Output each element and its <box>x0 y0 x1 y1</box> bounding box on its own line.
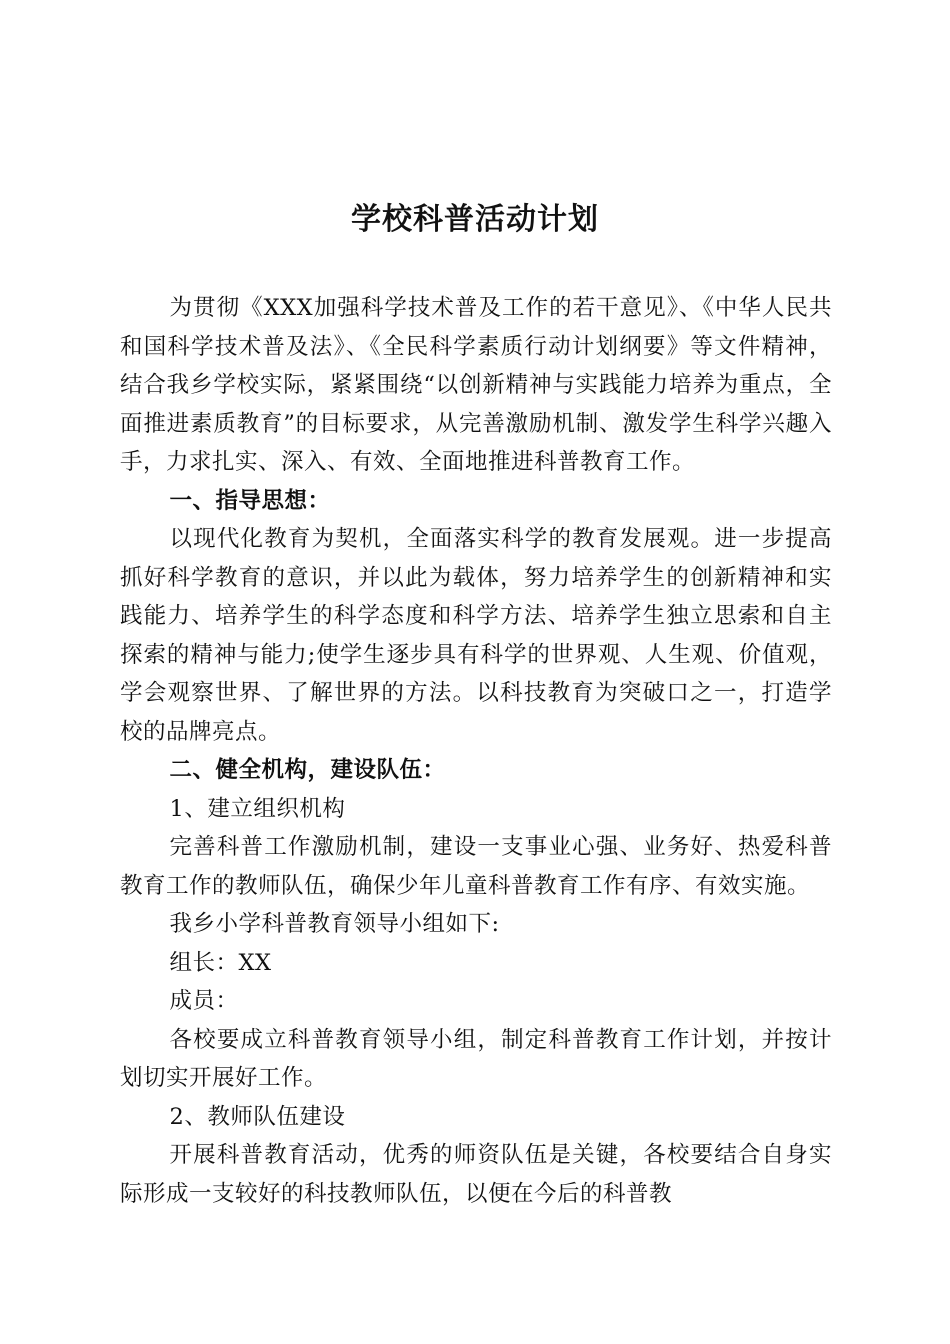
intro-paragraph: 为贯彻《XXX加强科学技术普及工作的若干意见》、《中华人民共和国科学技术普及法》、《全民科学素质行动计划纲要》等文件精神，结合我乡学校实际，紧紧围绕“以创新精神与实践能力培养为重点，全面推进素质教育”的目标要求，从完善激励机制、激发学生科学兴趣入手，力求扎实、深入、有效、全面地推进科普教育工作。 <box>120 295 832 475</box>
group-leader-line: 组长：XX <box>169 949 272 976</box>
teacher-team-paragraph: 开展科普教育活动，优秀的师资队伍是关键，各校要结合自身实际形成一支较好的科技教师队伍，以便在今后的科普教 <box>120 1142 832 1207</box>
school-group-paragraph: 各校要成立科普教育领导小组，制定科普教育工作计划，并按计划切实开展好工作。 <box>120 1026 832 1091</box>
section-heading-organization: 二、健全机构，建设队伍： <box>169 757 446 783</box>
organization-paragraph: 完善科普工作激励机制，建设一支事业心强、业务好、热爱科普教育工作的教师队伍，确保少年儿童科普教育工作有序、有效实施。 <box>120 834 832 899</box>
group-members-line: 成员： <box>169 988 239 1014</box>
section-heading-guiding-thought: 一、指导思想： <box>169 487 331 514</box>
leadership-group-intro: 我乡小学科普教育领导小组如下: <box>169 911 500 937</box>
subheading-establish-organization: 1、建立组织机构 <box>169 795 346 822</box>
document-body <box>120 289 832 1213</box>
subheading-teacher-team: 2、教师队伍建设 <box>169 1103 346 1130</box>
document-title: 学校科普活动计划 <box>351 202 599 237</box>
guiding-thought-paragraph: 以现代化教育为契机，全面落实科学的教育发展观。进一步提高抓好科学教育的意识，并以此为载体，努力培养学生的创新精神和实践能力、培养学生的科学态度和科学方法、培养学生独立思索和自主探索的精神与能力;使学生逐步具有科学的世界观、人生观、价值观，学会观察世界、了解世界的方法。以科技教育为突破口之一，打造学校的品牌亮点。 <box>120 526 832 745</box>
